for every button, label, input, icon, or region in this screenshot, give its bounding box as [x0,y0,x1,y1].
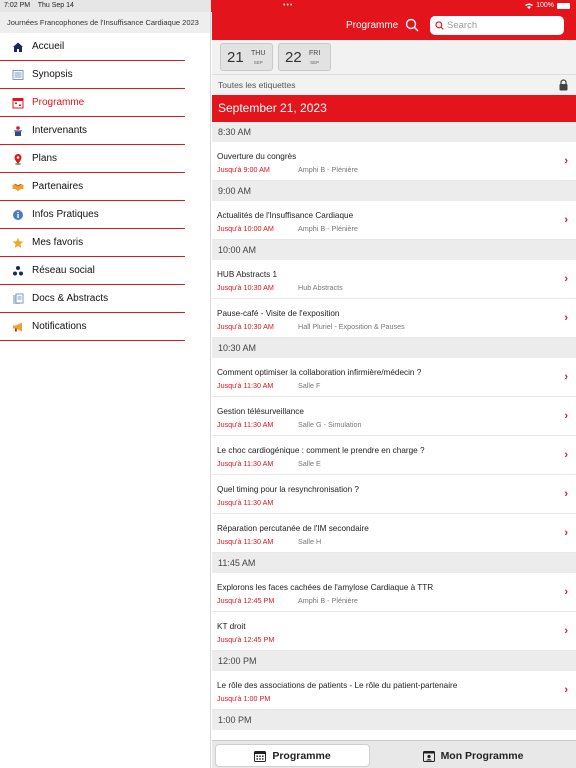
sidebar-item-notifications[interactable] [0,313,185,341]
chevron-right-icon: › [564,527,568,539]
tags-filter[interactable] [212,75,576,95]
megaphone-icon [12,321,24,333]
chevron-right-icon: › [564,449,568,461]
date-button-fri[interactable] [278,43,331,71]
session-row[interactable] [212,436,576,475]
sidebar-item-label: Programme [32,97,85,108]
time-slot-header: 8:30 AM [212,122,576,142]
sidebar-item-label: Plans [32,153,58,164]
chevron-right-icon: › [564,410,568,422]
header [212,12,576,40]
chevron-right-icon: › [564,312,568,324]
chevron-right-icon: › [564,214,568,226]
session-title: Réparation percutanée de l'IM secondaire [217,524,369,533]
sidebar-item-label: Partenaires [32,181,84,192]
session-row[interactable] [212,573,576,612]
sidebar-item-label: Mes favoris [32,237,84,248]
personal-calendar-icon [423,750,435,762]
time-slot-header: 1:00 PM [212,710,576,730]
sidebar-item-label: Réseau social [32,265,95,276]
sidebar-item-label: Synopsis [32,69,73,80]
chevron-right-icon: › [564,684,568,696]
sidebar-item-intervenants[interactable] [0,117,185,145]
multitask-dots[interactable]: ••• [283,2,294,9]
session-room: Amphi B - Plénière [298,596,358,605]
session-end-time: Jusqu'à 9:00 AM [217,165,270,174]
session-room: Salle H [298,537,322,546]
session-title: Explorons les faces cachées de l'amylose Cardiaque à TTR [217,583,434,592]
session-end-time: Jusqu'à 11:30 AM [217,381,274,390]
session-room: Salle E [298,459,321,468]
sidebar-item-partenaires[interactable] [0,173,185,201]
battery-icon [557,3,570,9]
chevron-right-icon: › [564,155,568,167]
session-row[interactable] [212,142,576,181]
date-number: 21 [227,48,244,66]
time-slot-header: 9:00 AM [212,181,576,201]
date-weekday: THU [251,49,266,57]
tags-label: Toutes les etiquettes [218,80,296,90]
session-title: Gestion télésurveillance [217,407,304,416]
session-row[interactable] [212,612,576,651]
chevron-right-icon: › [564,273,568,285]
session-room: Amphi B - Plénière [298,224,358,233]
date-month: SEP [310,59,320,65]
time-slot-header: 10:00 AM [212,240,576,260]
sidebar-item-docs-abstracts[interactable] [0,285,185,313]
home-icon [12,41,24,53]
date-button-thu[interactable] [220,43,273,71]
session-room: Salle G - Simulation [298,420,362,429]
session-row[interactable] [212,201,576,240]
status-bar-left [0,0,211,12]
sidebar-item-label: Notifications [32,321,87,332]
sidebar-item-plans[interactable] [0,145,185,173]
calendar-icon [254,750,266,762]
search-placeholder: Search [447,20,478,31]
sidebar-title: Journées Francophones de l'Insuffisance Cardiaque 2023 [0,12,210,33]
sidebar-menu [0,33,210,341]
session-end-time: Jusqu'à 10:30 AM [217,322,274,331]
date-month: SEP [253,59,263,65]
star-icon [12,237,24,249]
session-title: Ouverture du congrès [217,152,297,161]
search-icon[interactable] [405,18,419,32]
session-title: KT droit [217,622,246,631]
date-weekday: FRI [309,49,321,57]
session-title: Comment optimiser la collaboration infirmière/médecin ? [217,368,422,377]
session-title: HUB Abstracts 1 [217,270,278,279]
chevron-right-icon: › [564,586,568,598]
session-end-time: Jusqu'à 11:30 AM [217,459,274,468]
tab-mon-programme[interactable] [373,744,573,767]
page-title: Programme [346,20,399,31]
session-room: Hub Abstracts [298,283,343,292]
time-slot-header: 11:45 AM [212,553,576,573]
sidebar-item-label: Accueil [32,41,65,52]
session-room: Hall Pluriel - Exposition & Pauses [298,322,405,331]
session-room: Salle F [298,381,321,390]
status-bar [0,0,576,12]
session-end-time: Jusqu'à 10:00 AM [217,224,274,233]
sidebar [0,12,211,768]
synopsis-icon [12,69,24,81]
status-bar-right [211,0,576,12]
tab-programme[interactable] [215,744,370,767]
sidebar-item-synopsis[interactable] [0,61,185,89]
battery-indicator [525,0,570,12]
session-end-time: Jusqu'à 11:30 AM [217,537,274,546]
sidebar-item-mes-favoris[interactable] [0,229,185,257]
sidebar-item-label: Infos Pratiques [32,209,99,220]
chevron-right-icon: › [564,371,568,383]
info-icon [12,209,24,221]
sidebar-item-accueil[interactable] [0,33,185,61]
handshake-icon [12,181,24,193]
session-row[interactable] [212,671,576,710]
session-title: Pause-café - Visite de l'exposition [217,309,340,318]
session-end-time: Jusqu'à 11:30 AM [217,420,274,429]
status-date: Thu Sep 14 [37,2,74,9]
session-title: Le rôle des associations de patients - Le rôle du patient-partenaire [217,681,458,690]
search-field-icon [435,21,444,30]
date-number: 22 [285,48,302,66]
search-input[interactable] [430,16,564,35]
map-pin-icon [12,153,24,165]
session-end-time: Jusqu'à 1:00 PM [217,694,271,703]
battery-percent: 100% [536,2,554,9]
session-title: Le choc cardiogénique : comment le prendre en charge ? [217,446,425,455]
session-room: Amphi B - Plénière [298,165,358,174]
tab-programme-label: Programme [272,749,331,762]
session-row[interactable] [212,260,576,299]
chevron-right-icon: › [564,488,568,500]
lock-icon[interactable] [559,79,568,91]
session-title: Actualités de l'Insuffisance Cardiaque [217,211,354,220]
session-end-time: Jusqu'à 12:45 PM [217,596,275,605]
time-slot-header: 12:00 PM [212,651,576,671]
sidebar-item-r-seau-social[interactable] [0,257,185,285]
session-row[interactable] [212,299,576,338]
sidebar-item-programme[interactable] [0,89,185,117]
session-row[interactable] [212,358,576,397]
session-row[interactable] [212,475,576,514]
session-end-time: Jusqu'à 11:30 AM [217,498,274,507]
selected-date-header: September 21, 2023 [212,95,576,122]
calendar-icon [12,97,24,109]
session-end-time: Jusqu'à 12:45 PM [217,635,275,644]
tab-mon-programme-label: Mon Programme [440,749,524,762]
time-slot-header: 10:30 AM [212,338,576,358]
session-row[interactable] [212,514,576,553]
date-selector [212,40,576,75]
docs-icon [12,293,24,305]
session-end-time: Jusqu'à 10:30 AM [217,283,274,292]
bottom-tab-bar [212,740,576,768]
session-title: Quel timing pour la resynchronisation ? [217,485,359,494]
chevron-right-icon: › [564,625,568,637]
session-row[interactable] [212,397,576,436]
speaker-icon [12,125,24,137]
schedule-list [212,122,576,740]
wifi-icon [525,3,533,9]
sidebar-item-label: Intervenants [32,125,88,136]
status-time: 7:02 PM [4,2,31,9]
sidebar-item-label: Docs & Abstracts [32,293,109,304]
sidebar-item-infos-pratiques[interactable] [0,201,185,229]
social-icon [12,265,24,277]
